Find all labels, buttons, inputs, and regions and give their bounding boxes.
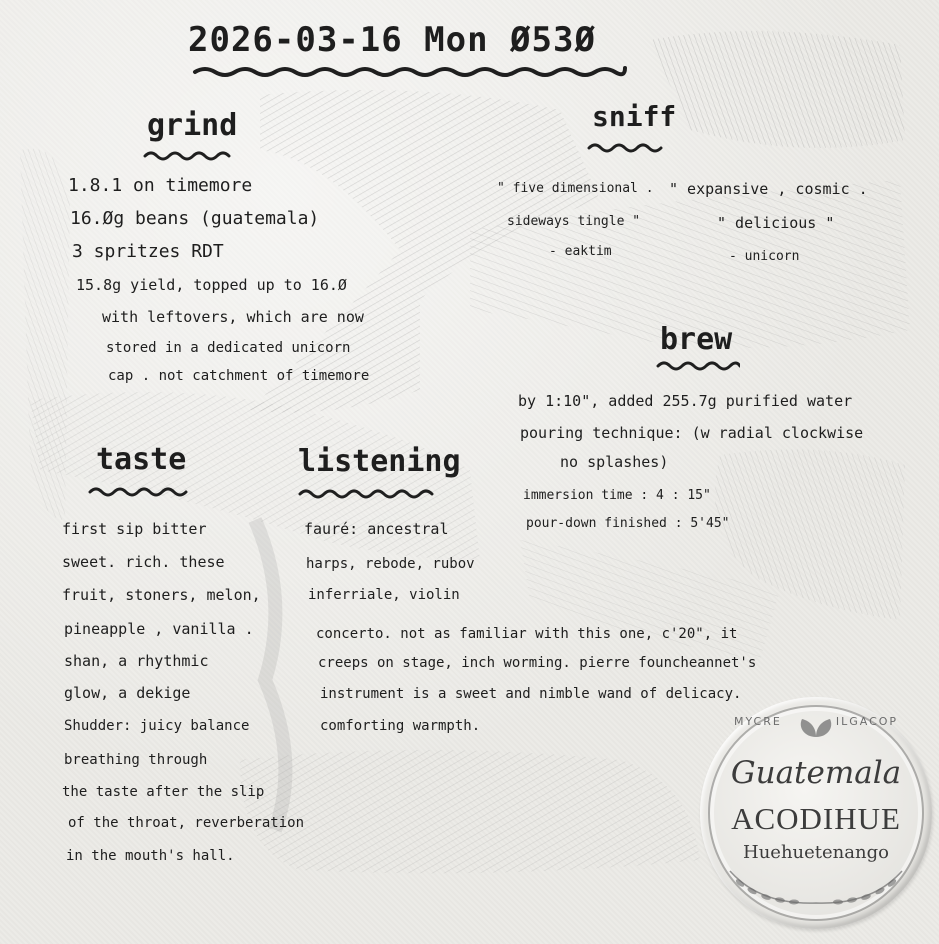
taste-line: sweet. rich. these [62, 553, 225, 571]
listening-line: inferriale, violin [308, 587, 460, 603]
brew-line: pour-down finished : 5'45" [526, 516, 730, 531]
listening-line: comforting warmpth. [320, 718, 481, 734]
taste-line: in the mouth's hall. [66, 848, 235, 864]
grind-line: cap . not catchment of timemore [108, 368, 370, 384]
brew-heading: brew [660, 322, 733, 357]
brew-line: by 1:10", added 255.7g purified water [518, 392, 853, 410]
sniff-quote-left: sideways tingle " [507, 214, 641, 229]
taste-line: pineapple , vanilla . [64, 620, 254, 638]
grind-line: 16.Øg beans (guatemala) [70, 208, 320, 229]
sniff-author-right: - unicorn [729, 249, 800, 264]
sniff-heading: sniff [592, 100, 677, 133]
sniff-quote-left: " five dimensional . [497, 181, 654, 196]
listening-underline [298, 486, 434, 500]
listening-line: instrument is a sweet and nimble wand of delicacy. [320, 686, 742, 702]
listening-line: harps, rebode, rubov [306, 556, 475, 572]
sniff-author-left: - eaktim [549, 244, 612, 259]
seal-region: Guatemala [730, 755, 902, 791]
grind-heading: grind [147, 108, 238, 143]
sniff-underline [587, 140, 667, 154]
laurel-icon [720, 865, 912, 909]
taste-line: breathing through [64, 752, 208, 768]
entry-date: 2026-03-16 Mon Ø53Ø [188, 20, 596, 60]
seal-name: ACODIHUE [731, 801, 901, 836]
brew-line: no splashes) [560, 453, 669, 471]
taste-line: fruit, stoners, melon, [62, 586, 261, 604]
grind-underline [143, 148, 235, 162]
taste-heading: taste [96, 442, 187, 477]
grind-line: stored in a dedicated unicorn [106, 340, 351, 356]
seal-arc-text: MYCRE ILGACOP [733, 715, 899, 728]
taste-line: first sip bitter [62, 520, 207, 538]
listening-line: creeps on stage, inch worming. pierre founcheannet's [318, 655, 757, 671]
listening-line: fauré: ancestral [304, 520, 449, 538]
sniff-quote-right: " delicious " [717, 214, 835, 232]
sniff-quote-right: " expansive , cosmic . [669, 180, 868, 198]
brew-underline [656, 358, 740, 372]
grind-line: with leftovers, which are now [102, 308, 364, 326]
taste-line: glow, a dekige [64, 684, 191, 702]
taste-underline [88, 484, 188, 498]
listening-line: concerto. not as familiar with this one, c'20", it [316, 626, 738, 642]
taste-line: Shudder: juicy balance [64, 718, 250, 734]
brew-line: pouring technique: (w radial clockwise [520, 424, 864, 442]
listening-heading: listening [298, 444, 461, 479]
grind-line: 15.8g yield, topped up to 16.Ø [76, 276, 347, 294]
taste-line: of the throat, reverberation [68, 815, 305, 831]
grind-line: 1.8.1 on timemore [68, 175, 253, 196]
seal-subtitle: Huehuetenango [743, 842, 889, 863]
taste-line: shan, a rhythmic [64, 652, 209, 670]
taste-line: the taste after the slip [62, 784, 265, 800]
embossed-seal [700, 697, 932, 929]
brew-line: immersion time : 4 : 15" [523, 488, 711, 503]
grind-line: 3 spritzes RDT [72, 241, 224, 262]
